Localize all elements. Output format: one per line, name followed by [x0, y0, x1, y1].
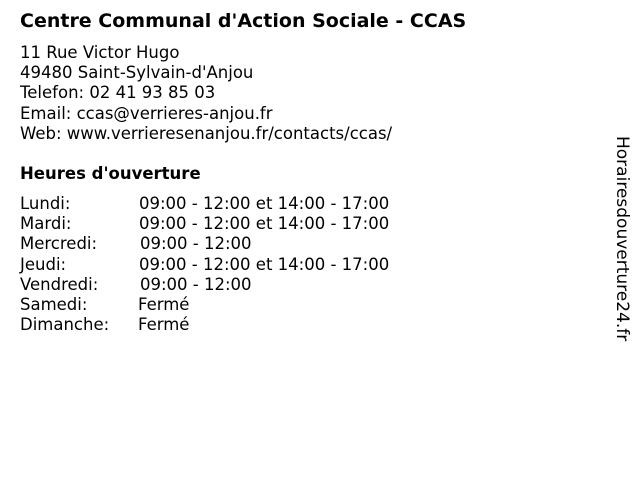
time-value: 09:00 - 12:00 — [140, 274, 252, 294]
address-city: 49480 Saint-Sylvain-d'Anjou — [20, 63, 254, 83]
day-label: Mercredi: — [20, 234, 98, 254]
time-value: Fermé — [138, 294, 190, 314]
time-value: 09:00 - 12:00 — [140, 234, 252, 254]
day-label: Mardi: — [20, 214, 72, 234]
site-watermark: Horairesdouverture24.fr — [612, 136, 632, 342]
web-line: Web: www.verrieresenanjou.fr/contacts/ccas/ — [20, 123, 393, 143]
phone-line: Telefon: 02 41 93 85 03 — [20, 83, 216, 103]
day-label: Jeudi: — [20, 254, 67, 274]
hours-heading: Heures d'ouverture — [20, 164, 201, 183]
email-line: Email: ccas@verrieres-anjou.fr — [20, 103, 273, 123]
contact-block — [20, 43, 392, 144]
day-label: Vendredi: — [20, 274, 99, 294]
page-title: Centre Communal d'Action Sociale - CCAS — [20, 10, 467, 32]
day-label: Dimanche: — [20, 315, 110, 335]
time-value: 09:00 - 12:00 et 14:00 - 17:00 — [139, 254, 390, 274]
day-label: Samedi: — [20, 294, 88, 314]
time-value: Fermé — [138, 315, 190, 335]
time-value: 09:00 - 12:00 et 14:00 - 17:00 — [139, 194, 390, 213]
time-value: 09:00 - 12:00 et 14:00 - 17:00 — [139, 214, 390, 234]
address-street: 11 Rue Victor Hugo — [20, 43, 180, 62]
day-label: Lundi: — [20, 194, 71, 213]
